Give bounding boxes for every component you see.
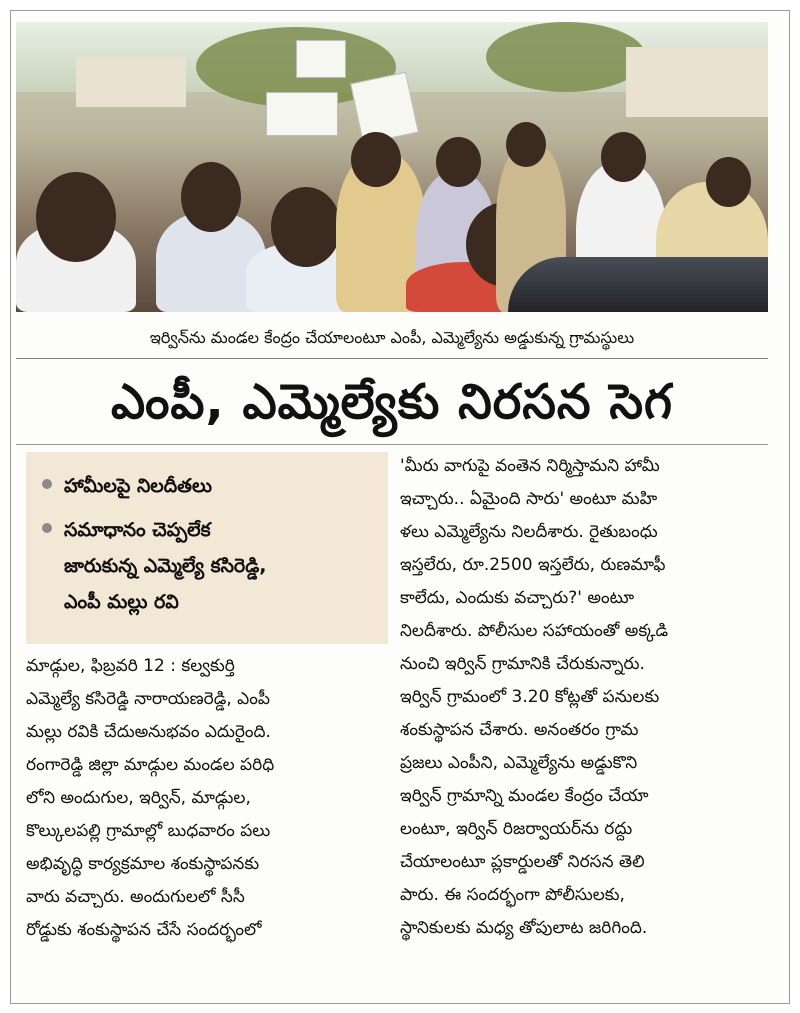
- highlights-box: [26, 452, 388, 644]
- photo-tree: [486, 22, 646, 92]
- bullet-icon: [42, 523, 52, 533]
- highlight-line: హామీలపై నిలదీతలు: [64, 475, 212, 497]
- photo-person-head: [36, 172, 116, 262]
- divider: [16, 444, 768, 445]
- article-line: ఇర్విన్ గ్రామంలో 3.20 కోట్లతో పనులకు: [400, 687, 660, 707]
- highlight-line: ఎంపీ మల్లు రవి: [64, 591, 179, 613]
- photo-person-head: [506, 122, 546, 167]
- article-line: శంకుస్థాపన చేశారు. అనంతరం గ్రామ: [400, 720, 639, 740]
- article-line: ఇచ్చారు.. ఏమైంది సారు' అంటూ మహి: [400, 489, 658, 509]
- article-line: కొల్కులపల్లి గ్రామాల్లో బుధవారం పలు: [26, 821, 271, 841]
- article-line: ఎమ్మెల్యే కసిరెడ్డి నారాయణరెడ్డి, ఎంపీ: [26, 689, 270, 709]
- photo-person-head: [436, 137, 481, 187]
- photo-person-head: [706, 157, 751, 207]
- article-line: రంగారెడ్డి జిల్లా మాడ్గుల మండల పరిధి: [26, 755, 275, 775]
- placard: [266, 92, 338, 136]
- article-line: మల్లు రవికి చేదుఅనుభవం ఎదురైంది.: [26, 722, 271, 742]
- article-body-left: [26, 650, 388, 947]
- article-line: అభివృద్ధి కార్యక్రమాల శంకుస్థాపనకు: [26, 854, 260, 874]
- placard: [296, 40, 346, 78]
- article-line: ళలు ఎమ్మెల్యేను నిలదీశారు. రైతుబంధు: [400, 522, 658, 542]
- article-line: రోడ్డుకు శంకుస్థాపన చేసే సందర్భంలో: [26, 920, 262, 940]
- highlight-line: సమాధానం చెప్పలేక: [64, 519, 211, 541]
- highlight-line: జారుకున్న ఎమ్మెల్యే కసిరెడ్డి,: [64, 555, 267, 577]
- photo-person-head: [181, 162, 241, 232]
- bullet-icon: [42, 479, 52, 489]
- article-line: నుంచి ఇర్విన్ గ్రామానికి చేరుకున్నారు.: [400, 654, 645, 674]
- article-line: 'మీరు వాగుపై వంతెన నిర్మిస్తామని హామీ: [400, 456, 660, 476]
- article-line: ఇస్తలేరు, రూ.2500 ఇస్తలేరు, రుణమాఫీ: [400, 555, 666, 575]
- protest-photo: [16, 22, 768, 312]
- photo-car: [508, 257, 768, 312]
- photo-person-head: [271, 187, 341, 267]
- highlight-item: [42, 512, 372, 620]
- article-line: చేయాలంటూ ప్లకార్డులతో నిరసన తెలి: [400, 852, 645, 872]
- headline: ఎంపీ, ఎమ్మెల్యేకు నిరసన సెగ: [110, 374, 674, 430]
- article-line: కాలేదు, ఎందుకు వచ్చారు?' అంటూ: [400, 588, 635, 608]
- highlight-item: [42, 468, 372, 504]
- photo-building: [76, 57, 186, 107]
- article-line: నిలదీశారు. పోలీసుల సహాయంతో అక్కడి: [400, 621, 669, 641]
- photo-caption: ఇర్విన్‌ను మండల కేంద్రం చేయాలంటూ ఎంపీ, ఎమ్మెల్యేను అడ్డుకున్న గ్రామస్థులు: [16, 318, 768, 359]
- article-body-right: [400, 450, 768, 945]
- article-line: లంటూ, ఇర్విన్ రిజర్వాయర్‌ను రద్దు: [400, 819, 633, 839]
- photo-person-head: [601, 132, 646, 182]
- article-line: ఇర్విన్ గ్రామాన్ని మండల కేంద్రం చేయా: [400, 786, 649, 806]
- photo-person-head: [351, 132, 401, 187]
- article-line: స్థానికులకు మధ్య తోపులాట జరిగింది.: [400, 918, 648, 938]
- article-line: పారు. ఈ సందర్భంగా పోలీసులకు,: [400, 885, 625, 905]
- article-line: లోని అందుగుల, ఇర్విన్, మాడ్గుల,: [26, 788, 251, 808]
- article-line: ప్రజలు ఎంపీని, ఎమ్మెల్యేను అడ్డుకొని: [400, 753, 638, 773]
- photo-building: [626, 47, 768, 117]
- article-line: మాడ్గుల, ఫిబ్రవరి 12 : కల్వకుర్తి: [26, 656, 235, 676]
- article-line: వారు వచ్చారు. అందుగులలో సీసీ: [26, 887, 245, 907]
